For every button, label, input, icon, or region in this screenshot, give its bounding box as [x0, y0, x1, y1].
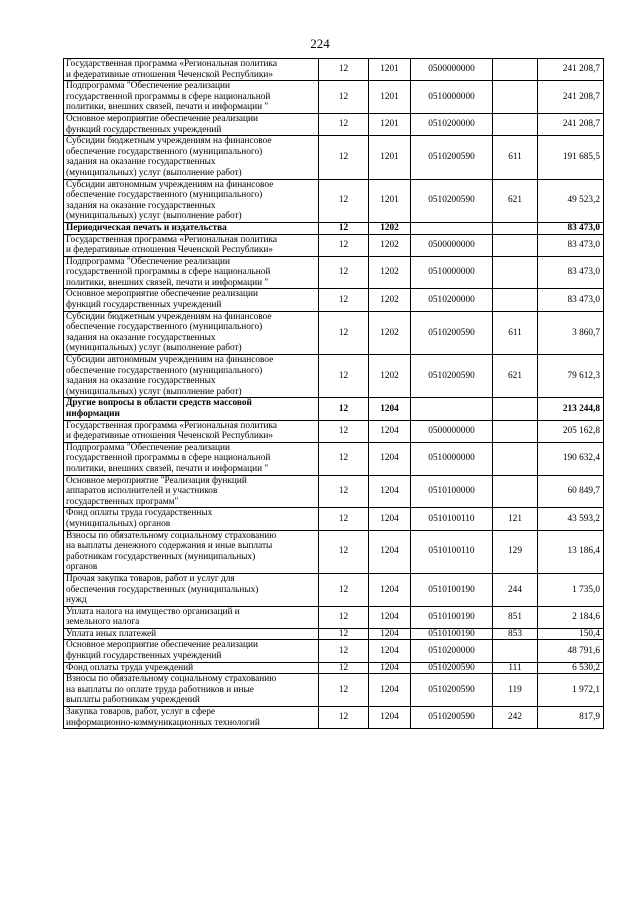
table-row: [64, 530, 604, 573]
table-row: [64, 662, 604, 674]
target-article-cell: 0510000000: [411, 256, 493, 289]
item-name-line: задания на оказание государственных: [66, 200, 216, 211]
target-article-cell: 0510200590: [411, 674, 493, 707]
section-code-cell: 12: [319, 508, 369, 530]
subsection-code-cell: 1204: [369, 674, 411, 707]
table-row: [64, 508, 604, 530]
item-name-cell: [64, 573, 319, 606]
amount-cell: 83 473,0: [538, 222, 604, 234]
table-row: [64, 355, 604, 398]
item-name-cell: [64, 222, 319, 234]
item-name-line: на выплаты по оплате труда работников и иные: [66, 684, 254, 695]
item-name-line: (муниципальных) услуг (выполнение работ): [66, 386, 242, 397]
item-name-cell: [64, 606, 319, 628]
section-code-cell: 12: [319, 628, 369, 640]
section-code-cell: 12: [319, 662, 369, 674]
target-article-cell: 0510200590: [411, 311, 493, 354]
item-name-line: Основное мероприятие обеспечение реализации: [66, 113, 258, 124]
item-name-line: органов: [66, 562, 98, 573]
table-row: [64, 606, 604, 628]
target-article-cell: 0500000000: [411, 420, 493, 442]
item-name-line: Субсидии автономным учреждениям на финансовое: [66, 355, 274, 366]
item-name-line: Субсидии автономным учреждениям на финансовое: [66, 179, 274, 190]
expense-type-cell: [493, 256, 538, 289]
item-name-line: государственной программы в сфере национальной: [66, 267, 271, 278]
target-article-cell: 0510200590: [411, 179, 493, 222]
subsection-code-cell: 1201: [369, 81, 411, 114]
subsection-code-cell: 1202: [369, 222, 411, 234]
item-name-cell: [64, 475, 319, 508]
target-article-cell: 0510000000: [411, 81, 493, 114]
subsection-code-cell: 1204: [369, 420, 411, 442]
item-name-cell: [64, 420, 319, 442]
item-name-line: нужд: [66, 595, 87, 606]
item-name-line: Фонд оплаты труда государственных: [66, 508, 213, 519]
item-name-line: (муниципальных) услуг (выполнение работ): [66, 167, 242, 178]
item-name-line: обеспечение государственного (муниципального): [66, 365, 263, 376]
expense-type-cell: 621: [493, 355, 538, 398]
item-name-cell: [64, 256, 319, 289]
amount-cell: 241 208,7: [538, 59, 604, 81]
item-name-line: Государственная программа «Региональная политика: [66, 420, 278, 431]
item-name-line: задания на оказание государственных: [66, 376, 216, 387]
section-code-cell: 12: [319, 289, 369, 311]
item-name-line: политики, внешних связей, печати и информации ": [66, 277, 269, 288]
expense-type-cell: [493, 640, 538, 662]
table-row: [64, 113, 604, 135]
amount-cell: 43 593,2: [538, 508, 604, 530]
table-row: [64, 475, 604, 508]
target-article-cell: 0510100000: [411, 475, 493, 508]
section-code-cell: 12: [319, 256, 369, 289]
item-name-line: обеспечение государственного (муниципального): [66, 146, 263, 157]
item-name-cell: [64, 355, 319, 398]
item-name-cell: [64, 508, 319, 530]
table-row: [64, 59, 604, 81]
budget-table-body: [64, 59, 604, 729]
item-name-cell: [64, 530, 319, 573]
table-row: [64, 289, 604, 311]
subsection-code-cell: 1204: [369, 707, 411, 729]
target-article-cell: 0510200000: [411, 113, 493, 135]
target-article-cell: 0510100110: [411, 508, 493, 530]
item-name-line: на выплаты денежного содержания и иные выплаты: [66, 541, 273, 552]
amount-cell: 190 632,4: [538, 442, 604, 475]
item-name-line: функций государственных учреждений: [66, 651, 222, 662]
item-name-line: (муниципальных) услуг (выполнение работ): [66, 211, 242, 222]
table-row: [64, 573, 604, 606]
item-name-line: Основное мероприятие обеспечение реализации: [66, 640, 258, 651]
expense-type-cell: [493, 398, 538, 420]
amount-cell: 60 849,7: [538, 475, 604, 508]
item-name-line: задания на оказание государственных: [66, 332, 216, 343]
item-name-line: и федеративные отношения Чеченской Республики»: [66, 69, 273, 80]
target-article-cell: 0510200000: [411, 640, 493, 662]
item-name-line: обеспечение государственного (муниципального): [66, 190, 263, 201]
subsection-code-cell: 1201: [369, 179, 411, 222]
target-article-cell: 0510100110: [411, 530, 493, 573]
item-name-line: аппаратов исполнителей и участников: [66, 486, 218, 497]
item-name-line: работникам государственных (муниципальных): [66, 551, 256, 562]
amount-cell: 13 186,4: [538, 530, 604, 573]
amount-cell: 1 972,1: [538, 674, 604, 707]
section-code-cell: 12: [319, 113, 369, 135]
amount-cell: 213 244,8: [538, 398, 604, 420]
subsection-code-cell: 1204: [369, 640, 411, 662]
target-article-cell: 0510100190: [411, 628, 493, 640]
target-article-cell: 0510200590: [411, 707, 493, 729]
section-code-cell: 12: [319, 475, 369, 508]
item-name-cell: [64, 628, 319, 640]
expense-type-cell: [493, 59, 538, 81]
subsection-code-cell: 1204: [369, 662, 411, 674]
subsection-code-cell: 1204: [369, 628, 411, 640]
section-code-cell: 12: [319, 179, 369, 222]
expense-type-cell: [493, 289, 538, 311]
amount-cell: 83 473,0: [538, 256, 604, 289]
expense-type-cell: 853: [493, 628, 538, 640]
table-row: [64, 179, 604, 222]
item-name-line: политики, внешних связей, печати и информации ": [66, 463, 269, 474]
item-name-line: Субсидии бюджетным учреждениям на финансовое: [66, 311, 272, 322]
item-name-line: Основное мероприятие "Реализация функций: [66, 475, 247, 486]
expense-type-cell: [493, 113, 538, 135]
item-name-line: обеспечения государственных (муниципальных): [66, 584, 259, 595]
item-name-cell: [64, 59, 319, 81]
item-name-line: Периодическая печать и издательства: [66, 222, 227, 233]
subsection-code-cell: 1204: [369, 606, 411, 628]
table-row: [64, 398, 604, 420]
table-row: [64, 234, 604, 256]
expense-type-cell: [493, 222, 538, 234]
table-row: [64, 442, 604, 475]
page-number: 224: [310, 36, 330, 51]
subsection-code-cell: 1204: [369, 573, 411, 606]
target-article-cell: 0510200590: [411, 355, 493, 398]
item-name-cell: [64, 442, 319, 475]
item-name-line: задания на оказание государственных: [66, 157, 216, 168]
item-name-line: выплаты работникам учреждений: [66, 695, 200, 706]
item-name-line: функций государственных учреждений: [66, 300, 222, 311]
section-code-cell: 12: [319, 606, 369, 628]
section-code-cell: 12: [319, 420, 369, 442]
item-name-line: информации: [66, 409, 120, 419]
item-name-line: Уплата налога на имущество организаций и: [66, 606, 240, 617]
table-row: [64, 311, 604, 354]
budget-table: [63, 58, 604, 729]
section-code-cell: 12: [319, 674, 369, 707]
expense-type-cell: 242: [493, 707, 538, 729]
table-row: [64, 81, 604, 114]
item-name-line: функций государственных учреждений: [66, 124, 222, 135]
section-code-cell: 12: [319, 311, 369, 354]
target-article-cell: 0510100190: [411, 573, 493, 606]
subsection-code-cell: 1201: [369, 113, 411, 135]
item-name-line: Фонд оплаты труда учреждений: [66, 662, 194, 673]
section-code-cell: 12: [319, 707, 369, 729]
section-code-cell: 12: [319, 222, 369, 234]
subsection-code-cell: 1204: [369, 475, 411, 508]
target-article-cell: 0510100190: [411, 606, 493, 628]
item-name-line: государственной программы в сфере национальной: [66, 91, 271, 102]
item-name-cell: [64, 136, 319, 179]
target-article-cell: 0510200590: [411, 136, 493, 179]
expense-type-cell: 111: [493, 662, 538, 674]
item-name-line: земельного налога: [66, 617, 140, 628]
expense-type-cell: 611: [493, 136, 538, 179]
section-code-cell: 12: [319, 640, 369, 662]
subsection-code-cell: 1204: [369, 508, 411, 530]
item-name-line: Субсидии бюджетным учреждениям на финансовое: [66, 136, 272, 147]
item-name-cell: [64, 234, 319, 256]
expense-type-cell: 851: [493, 606, 538, 628]
amount-cell: 1 735,0: [538, 573, 604, 606]
subsection-code-cell: 1202: [369, 289, 411, 311]
subsection-code-cell: 1204: [369, 530, 411, 573]
table-row: [64, 640, 604, 662]
item-name-line: государственной программы в сфере национальной: [66, 453, 271, 464]
subsection-code-cell: 1201: [369, 59, 411, 81]
amount-cell: 150,4: [538, 628, 604, 640]
amount-cell: 241 208,7: [538, 81, 604, 114]
amount-cell: 49 523,2: [538, 179, 604, 222]
item-name-line: политики, внешних связей, печати и информации ": [66, 102, 269, 113]
item-name-line: Подпрограмма "Обеспечение реализации: [66, 81, 230, 92]
section-code-cell: 12: [319, 442, 369, 475]
section-code-cell: 12: [319, 136, 369, 179]
table-row: [64, 222, 604, 234]
target-article-cell: 0500000000: [411, 234, 493, 256]
item-name-line: информационно-коммуникационных технологий: [66, 717, 260, 728]
table-row: [64, 707, 604, 729]
table-row: [64, 628, 604, 640]
item-name-line: Закупка товаров, работ, услуг в сфере: [66, 707, 216, 718]
amount-cell: 2 184,6: [538, 606, 604, 628]
item-name-cell: [64, 113, 319, 135]
subsection-code-cell: 1202: [369, 234, 411, 256]
amount-cell: 3 860,7: [538, 311, 604, 354]
expense-type-cell: [493, 475, 538, 508]
expense-type-cell: 119: [493, 674, 538, 707]
item-name-line: Другие вопросы в области средств массовой: [66, 398, 252, 409]
amount-cell: 6 530,2: [538, 662, 604, 674]
item-name-line: (муниципальных) услуг (выполнение работ): [66, 343, 242, 354]
amount-cell: 205 162,8: [538, 420, 604, 442]
expense-type-cell: 129: [493, 530, 538, 573]
item-name-line: Уплата иных платежей: [66, 628, 157, 639]
amount-cell: 191 685,5: [538, 136, 604, 179]
table-row: [64, 674, 604, 707]
item-name-line: государственных программ": [66, 496, 179, 507]
item-name-cell: [64, 311, 319, 354]
amount-cell: 83 473,0: [538, 234, 604, 256]
section-code-cell: 12: [319, 234, 369, 256]
subsection-code-cell: 1202: [369, 355, 411, 398]
expense-type-cell: [493, 234, 538, 256]
expense-type-cell: 621: [493, 179, 538, 222]
item-name-cell: [64, 289, 319, 311]
table-row: [64, 136, 604, 179]
item-name-cell: [64, 179, 319, 222]
section-code-cell: 12: [319, 573, 369, 606]
subsection-code-cell: 1201: [369, 136, 411, 179]
amount-cell: 48 791,6: [538, 640, 604, 662]
amount-cell: 241 208,7: [538, 113, 604, 135]
expense-type-cell: [493, 442, 538, 475]
amount-cell: 817,9: [538, 707, 604, 729]
section-code-cell: 12: [319, 355, 369, 398]
subsection-code-cell: 1204: [369, 398, 411, 420]
amount-cell: 83 473,0: [538, 289, 604, 311]
subsection-code-cell: 1202: [369, 256, 411, 289]
expense-type-cell: [493, 81, 538, 114]
item-name-line: Подпрограмма "Обеспечение реализации: [66, 256, 230, 267]
target-article-cell: [411, 398, 493, 420]
section-code-cell: 12: [319, 530, 369, 573]
item-name-line: Государственная программа «Региональная политика: [66, 59, 278, 69]
item-name-cell: [64, 662, 319, 674]
section-code-cell: 12: [319, 59, 369, 81]
target-article-cell: [411, 222, 493, 234]
target-article-cell: 0510000000: [411, 442, 493, 475]
subsection-code-cell: 1204: [369, 442, 411, 475]
item-name-line: Взносы по обязательному социальному страхованию: [66, 674, 277, 685]
expense-type-cell: 244: [493, 573, 538, 606]
subsection-code-cell: 1202: [369, 311, 411, 354]
item-name-cell: [64, 707, 319, 729]
item-name-cell: [64, 398, 319, 420]
expense-type-cell: [493, 420, 538, 442]
table-row: [64, 256, 604, 289]
item-name-line: обеспечение государственного (муниципального): [66, 322, 263, 333]
amount-cell: 79 612,3: [538, 355, 604, 398]
item-name-line: Подпрограмма "Обеспечение реализации: [66, 442, 230, 453]
item-name-line: Прочая закупка товаров, работ и услуг для: [66, 573, 235, 584]
target-article-cell: 0510200590: [411, 662, 493, 674]
item-name-line: и федеративные отношения Чеченской Республики»: [66, 245, 273, 256]
item-name-line: Взносы по обязательному социальному страхованию: [66, 530, 277, 541]
section-code-cell: 12: [319, 81, 369, 114]
target-article-cell: 0510200000: [411, 289, 493, 311]
item-name-line: (муниципальных) органов: [66, 518, 171, 529]
item-name-line: Основное мероприятие обеспечение реализации: [66, 289, 258, 300]
item-name-cell: [64, 640, 319, 662]
expense-type-cell: 611: [493, 311, 538, 354]
item-name-cell: [64, 674, 319, 707]
target-article-cell: 0500000000: [411, 59, 493, 81]
section-code-cell: 12: [319, 398, 369, 420]
item-name-line: Государственная программа «Региональная политика: [66, 234, 278, 245]
item-name-line: и федеративные отношения Чеченской Республики»: [66, 431, 273, 442]
item-name-cell: [64, 81, 319, 114]
expense-type-cell: 121: [493, 508, 538, 530]
table-row: [64, 420, 604, 442]
